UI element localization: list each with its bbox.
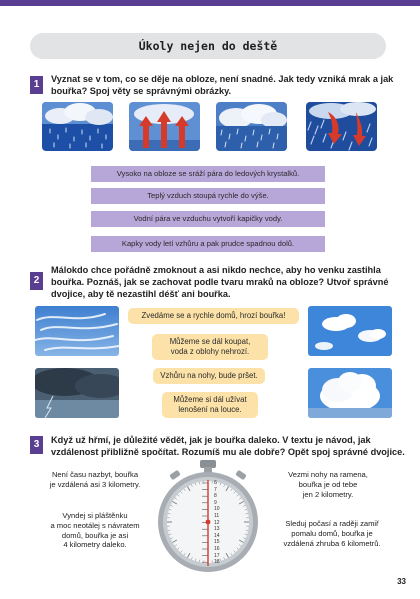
task-1-prompt-line: Vyznat se v tom, co se děje na obloze, není snadné. Jak tedy vzniká mrak a jak: [51, 74, 394, 84]
distance-statement-3[interactable]: [268, 470, 388, 499]
distance-statement-2-line: 4 kilometry daleko.: [63, 540, 127, 550]
task-2-prompt: [51, 264, 406, 301]
stopwatch-mark-15: 15: [214, 539, 220, 546]
task-3-number: 3: [30, 436, 43, 454]
distance-statement-1-line: Není času nazbyt, bouřka: [51, 470, 139, 479]
storm-downdraft-icon: [306, 102, 377, 151]
answer-box-4[interactable]: [162, 392, 258, 418]
distance-statement-4-line: Sleduj počasí a raději zamiř: [285, 519, 379, 528]
stopwatch-mark-10: 10: [214, 506, 220, 513]
weather-diagram-2[interactable]: [129, 102, 200, 151]
task-3-prompt-line: Když už hřmí, je důležité vědět, jak je bouřka daleko. V textu je návod, jak: [51, 435, 371, 445]
answer-box-1-line: Zvedáme se a rychle domů, hrozí bouřka!: [141, 311, 286, 320]
distance-statement-1-line: je vzdálená asi 3 kilometry.: [49, 479, 141, 489]
cirrus-cloud-icon: [35, 306, 119, 356]
cloud-droplets-icon: [42, 102, 113, 151]
weather-diagram-4[interactable]: [306, 102, 377, 151]
stopwatch-mark-9: 9: [214, 499, 217, 506]
sentence-box-1[interactable]: Vysoko na obloze se sráží pára do ledových krystalků.: [91, 166, 325, 182]
distance-statement-4[interactable]: [262, 519, 402, 548]
weather-diagram-3[interactable]: [216, 102, 287, 151]
sentence-box-3[interactable]: Vodní pára ve vzduchu vytvoří kapičky vody.: [91, 211, 325, 227]
distance-statement-3-line: bouřka je od tebe: [298, 479, 358, 489]
weather-diagram-1[interactable]: [42, 102, 113, 151]
cumulus-cloud-icon: [308, 306, 392, 356]
stopwatch-icon: [156, 458, 260, 576]
task-2-prompt-line: dvojice, aby tě nezastihl déšť ani bouřka.: [51, 289, 231, 300]
answer-box-4-line: Můžeme si dál užívat: [173, 395, 247, 404]
answer-box-2[interactable]: [152, 334, 268, 360]
answer-box-2-line: Můžeme se dál koupat,: [169, 337, 251, 346]
cloud-photo-storm[interactable]: [35, 368, 119, 418]
stopwatch: [156, 458, 260, 576]
cloud-rain-icon: [216, 102, 287, 151]
task-3-prompt-line: vzdálenost přibližně spočítat. Rozumíš mu ale dobře? Opět spoj správné dvojice.: [51, 447, 405, 458]
task-2-prompt-line: Málokdo chce pořádně zmoknout a asi nikdo nechce, aby ho venku zastihla: [51, 265, 381, 275]
stopwatch-mark-16: 16: [214, 546, 220, 552]
page-number: 33: [397, 577, 406, 586]
task-2-number: 2: [30, 272, 43, 290]
stopwatch-mark-13: 13: [214, 526, 220, 533]
stopwatch-mark-8: 8: [214, 493, 217, 500]
cloud-photo-cirrus[interactable]: [35, 306, 119, 356]
distance-statement-1[interactable]: [30, 470, 160, 490]
storm-cloud-icon: [35, 368, 119, 418]
distance-statement-3-line: jen 2 kilometry.: [302, 489, 354, 499]
distance-statement-2-line: Vyndej si pláštěnku: [62, 511, 128, 520]
task-1-prompt: [51, 73, 401, 97]
distance-statement-4-line: pomalu domů, bouřka je: [291, 528, 373, 538]
stopwatch-mark-6: 6: [214, 480, 217, 486]
task-1-prompt-line: bouřka? Spoj věty se správnými obrázky.: [51, 86, 232, 97]
rising-air-icon: [129, 102, 200, 151]
sentence-box-2[interactable]: Teplý vzduch stoupá rychle do výše.: [91, 188, 325, 204]
answer-box-3-line: Vzhůru na nohy, bude pršet.: [160, 371, 258, 380]
task-2-prompt-line: bouřka. Poznáš, jak se zachovat podle tvaru mraků na obloze? Utvoř správné: [51, 277, 389, 288]
cloud-photo-cumulus-small[interactable]: [308, 306, 392, 356]
distance-statement-3-line: Vezmi nohy na ramena,: [288, 470, 368, 479]
distance-statement-4-line: vzdálená zhruba 6 kilometrů.: [283, 538, 381, 548]
distance-statement-2-line: domů, bouřka je asi: [61, 530, 129, 540]
cumulonimbus-cloud-icon: [308, 368, 392, 418]
answer-box-3[interactable]: [153, 368, 265, 384]
stopwatch-mark-12: 12: [214, 519, 220, 526]
sentence-box-4[interactable]: Kapky vody letí vzhůru a pak prudce spadnou dolů.: [91, 236, 325, 252]
section-title: Úkoly nejen do deště: [138, 39, 278, 53]
section-title-banner: [30, 33, 386, 59]
stopwatch-mark-7: 7: [214, 486, 217, 493]
task-3-prompt: [51, 434, 411, 458]
stopwatch-mark-11: 11: [214, 513, 220, 519]
top-accent-bar: [0, 0, 420, 6]
distance-statement-2[interactable]: [30, 511, 160, 550]
answer-box-2-line: voda z oblohy nehrozí.: [170, 347, 250, 356]
stopwatch-mark-18: 18: [214, 559, 220, 566]
stopwatch-mark-17: 17: [214, 552, 220, 559]
answer-box-4-line: lenošení na louce.: [178, 405, 242, 414]
stopwatch-mark-14: 14: [214, 532, 220, 539]
distance-statement-2-line: a moc neotálej s návratem: [50, 520, 140, 530]
cloud-photo-cumulonimbus[interactable]: [308, 368, 392, 418]
task-1-number: 1: [30, 76, 43, 94]
answer-box-1[interactable]: [128, 308, 299, 324]
